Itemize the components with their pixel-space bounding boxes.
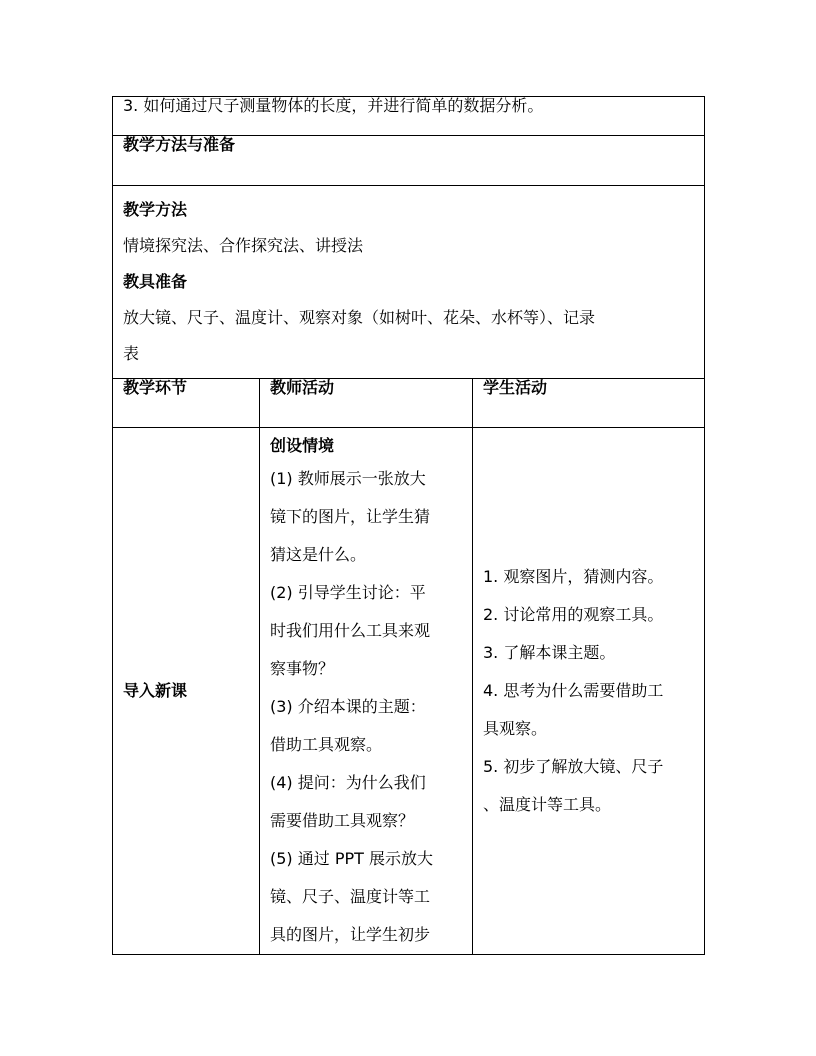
methods-cell <box>113 186 705 379</box>
column-header-stage: 教学环节 <box>113 379 260 428</box>
goal-row <box>113 97 705 136</box>
teacher-line: 时我们用什么工具来观 <box>270 621 431 640</box>
methods-row <box>113 186 705 379</box>
teacher-line: 镜下的图片，让学生猜 <box>270 507 431 526</box>
student-line: 1. 观察图片，猜测内容。 <box>483 567 664 586</box>
methods-title-row <box>113 136 705 186</box>
goal-item-3: 3. 如何通过尺子测量物体的长度，并进行简单的数据分析。 <box>113 97 705 136</box>
lesson-plan-table <box>112 96 705 955</box>
student-line: 5. 初步了解放大镜、尺子 <box>483 757 664 776</box>
student-line: 3. 了解本课主题。 <box>483 643 616 662</box>
student-line: 2. 讨论常用的观察工具。 <box>483 605 664 624</box>
student-line: 、温度计等工具。 <box>483 795 612 814</box>
teacher-line: 需要借助工具观察？ <box>270 811 415 830</box>
tools-text-line-2: 表 <box>123 344 140 363</box>
student-line: 具观察。 <box>483 719 548 738</box>
tools-heading: 教具准备 <box>123 272 188 291</box>
column-header-student: 学生活动 <box>473 379 705 428</box>
tools-text-line-1: 放大镜、尺子、温度计、观察对象（如树叶、花朵、水杯等）、记录 <box>123 308 596 327</box>
method-text: 情境探究法、合作探究法、讲授法 <box>123 236 364 255</box>
teacher-line: 察事物？ <box>270 659 335 678</box>
teacher-line: (3) 介绍本课的主题： <box>270 697 426 716</box>
teacher-heading: 创设情境 <box>270 436 335 455</box>
intro-row <box>113 428 705 955</box>
teacher-line: (5) 通过 PPT 展示放大 <box>270 849 433 868</box>
teacher-line: 猜这是什么。 <box>270 545 367 564</box>
column-header-row <box>113 379 705 428</box>
teacher-line: 镜、尺子、温度计等工 <box>270 887 431 906</box>
column-header-teacher: 教师活动 <box>260 379 473 428</box>
teacher-line: (4) 提问：为什么我们 <box>270 773 426 792</box>
teacher-line: (2) 引导学生讨论：平 <box>270 583 426 602</box>
method-heading: 教学方法 <box>123 200 188 219</box>
student-line: 4. 思考为什么需要借助工 <box>483 681 664 700</box>
intro-student-activity <box>473 428 705 955</box>
teacher-line: 借助工具观察。 <box>270 735 383 754</box>
intro-teacher-activity <box>260 428 473 955</box>
methods-section-title: 教学方法与准备 <box>113 136 705 186</box>
intro-stage-label: 导入新课 <box>113 428 260 955</box>
teacher-line: 具的图片，让学生初步 <box>270 925 431 944</box>
teacher-line: (1) 教师展示一张放大 <box>270 469 426 488</box>
